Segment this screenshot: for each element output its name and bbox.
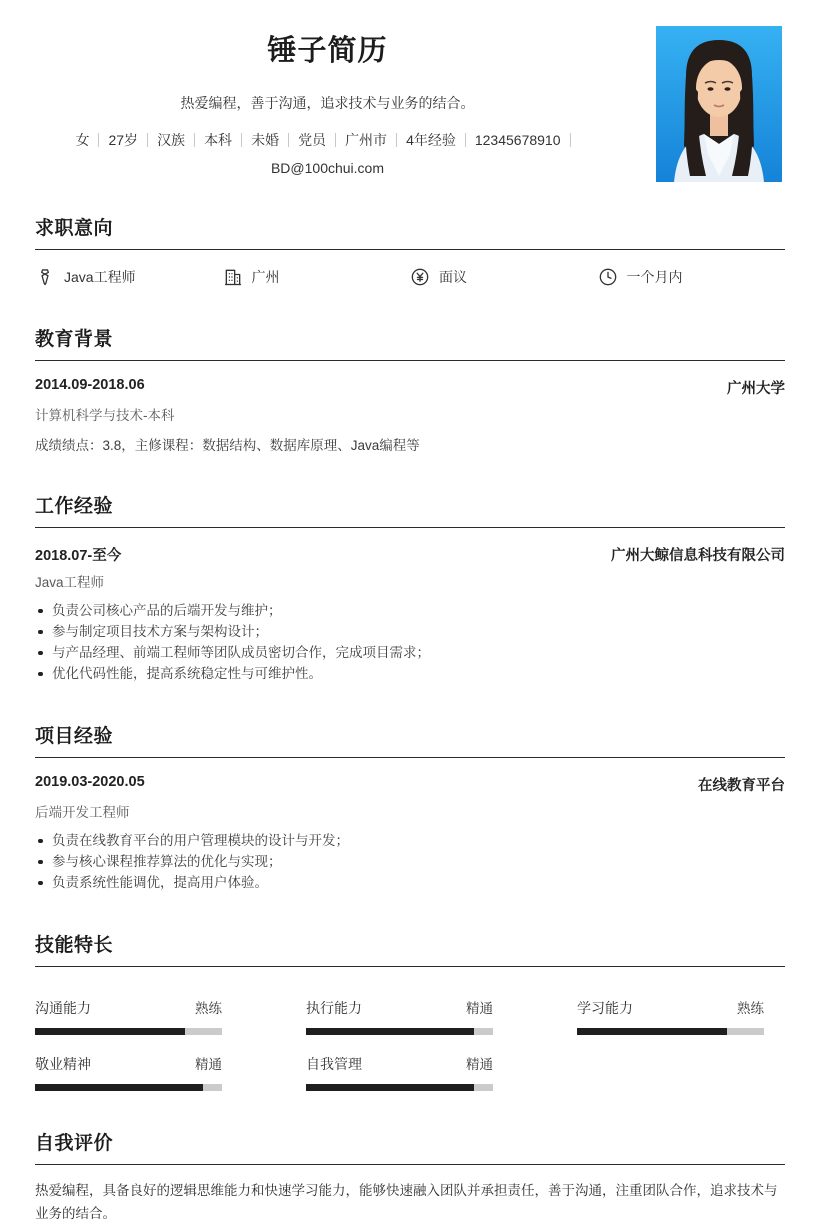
clock-icon [598,267,618,287]
intent-salary-label: 面议 [439,269,467,285]
separator [570,133,571,147]
education-detail: 成绩绩点：3.8，主修课程：数据结构、数据库原理、Java编程等 [35,438,420,453]
skill-item [577,997,764,1035]
work-bullet-list [35,600,785,684]
personal-info-line [35,128,620,152]
work-entry-head [35,544,785,565]
skill-item [306,997,493,1035]
education-school: 广州大学 [727,381,785,397]
education-major: 计算机科学与技术-本科 [35,408,175,423]
section-title-project: 项目经验 [35,726,114,747]
separator [335,133,336,147]
section-title-skills: 技能特长 [35,935,114,956]
skill-level: 精通 [466,1057,493,1072]
intent-salary [410,267,598,287]
section-rule [35,757,785,758]
project-role: 后端开发工程师 [35,805,130,820]
section-title-job-intention: 求职意向 [35,218,114,239]
building-icon [223,267,243,287]
header-text [35,28,620,176]
work-period: 2018.07-至今 [35,548,122,564]
project-bullet-list [35,830,785,893]
info-marital: 未婚 [251,132,280,148]
section-job-intention [35,213,785,287]
separator [465,133,466,147]
skill-level: 精通 [466,1001,493,1016]
tie-icon [35,267,55,287]
section-title-evaluation: 自我评价 [35,1133,114,1154]
section-evaluation [35,1128,785,1225]
intent-availability-label: 一个月内 [626,269,683,285]
project-entry-head [35,774,785,795]
skill-name: 自我管理 [306,1056,362,1072]
skill-bar-track [306,1028,493,1035]
separator [241,133,242,147]
resume-title: 锤子简历 [267,35,388,67]
skill-item [306,1053,493,1091]
info-age: 27岁 [108,132,139,148]
intent-availability [598,267,786,287]
intent-city-label: 广州 [251,269,280,285]
skill-bar-fill [306,1028,474,1035]
work-bullet: 负责公司核心产品的后端开发与维护； [35,600,785,621]
intent-position-label: Java工程师 [64,269,136,285]
project-bullet: 参与核心课程推荐算法的优化与实现； [35,851,785,872]
skill-item [35,1053,222,1091]
skill-bar-track [577,1028,764,1035]
separator [396,133,397,147]
separator [194,133,195,147]
section-education [35,324,785,454]
skill-bar-fill [35,1084,203,1091]
project-period: 2019.03-2020.05 [35,774,145,790]
separator [147,133,148,147]
section-rule [35,527,785,528]
skill-name: 执行能力 [306,1000,362,1016]
resume-summary: 热爱编程，善于沟通，追求技术与业务的结合。 [180,95,475,111]
work-bullet: 优化代码性能，提高系统稳定性与可维护性。 [35,663,785,684]
section-title-work: 工作经验 [35,496,114,517]
work-role: Java工程师 [35,575,105,590]
info-email: BD@100chui.com [270,160,385,176]
skill-bar-fill [306,1084,474,1091]
separator [98,133,99,147]
info-city: 广州市 [345,132,388,148]
skill-bar-fill [577,1028,727,1035]
work-company: 广州大鲸信息科技有限公司 [611,548,785,564]
salary-icon [410,267,430,287]
education-entry-head [35,377,785,398]
skill-bar-track [35,1028,222,1035]
info-experience: 4年经验 [406,132,456,148]
intent-position [35,267,223,287]
evaluation-text: 热爱编程，具备良好的逻辑思维能力和快速学习能力，能够快速融入团队并承担责任，善于沟通，注重团队合作，追求技术与业务的结合。 [35,1183,778,1221]
skill-item [35,997,222,1035]
info-gender: 女 [75,132,90,148]
skills-grid [35,997,785,1091]
skill-level: 熟练 [737,1001,764,1016]
info-degree: 本科 [204,132,233,148]
skill-name: 沟通能力 [35,1000,91,1016]
skill-name: 学习能力 [577,1000,633,1016]
skill-bar-track [306,1084,493,1091]
section-rule [35,1164,785,1165]
skill-name: 敬业精神 [35,1056,91,1072]
section-title-education: 教育背景 [35,329,114,350]
info-phone: 12345678910 [474,132,561,148]
intent-city [223,267,411,287]
skill-bar-fill [35,1028,185,1035]
section-rule [35,360,785,361]
work-bullet: 参与制定项目技术方案与架构设计； [35,621,785,642]
project-bullet: 负责在线教育平台的用户管理模块的设计与开发； [35,830,785,851]
info-political: 党员 [298,132,327,148]
profile-photo [656,26,782,182]
section-project [35,721,785,893]
section-rule [35,249,785,250]
info-ethnicity: 汉族 [157,132,186,148]
project-name: 在线教育平台 [698,778,785,794]
section-skills [35,930,785,1091]
education-period: 2014.09-2018.06 [35,377,145,393]
section-rule [35,966,785,967]
separator [288,133,289,147]
section-work [35,491,785,684]
skill-bar-track [35,1084,222,1091]
resume-header [35,0,785,176]
skill-level: 精通 [195,1057,222,1072]
skill-level: 熟练 [195,1001,222,1016]
project-bullet: 负责系统性能调优，提高用户体验。 [35,872,785,893]
job-intention-row [35,267,785,287]
work-bullet: 与产品经理、前端工程师等团队成员密切合作，完成项目需求； [35,642,785,663]
